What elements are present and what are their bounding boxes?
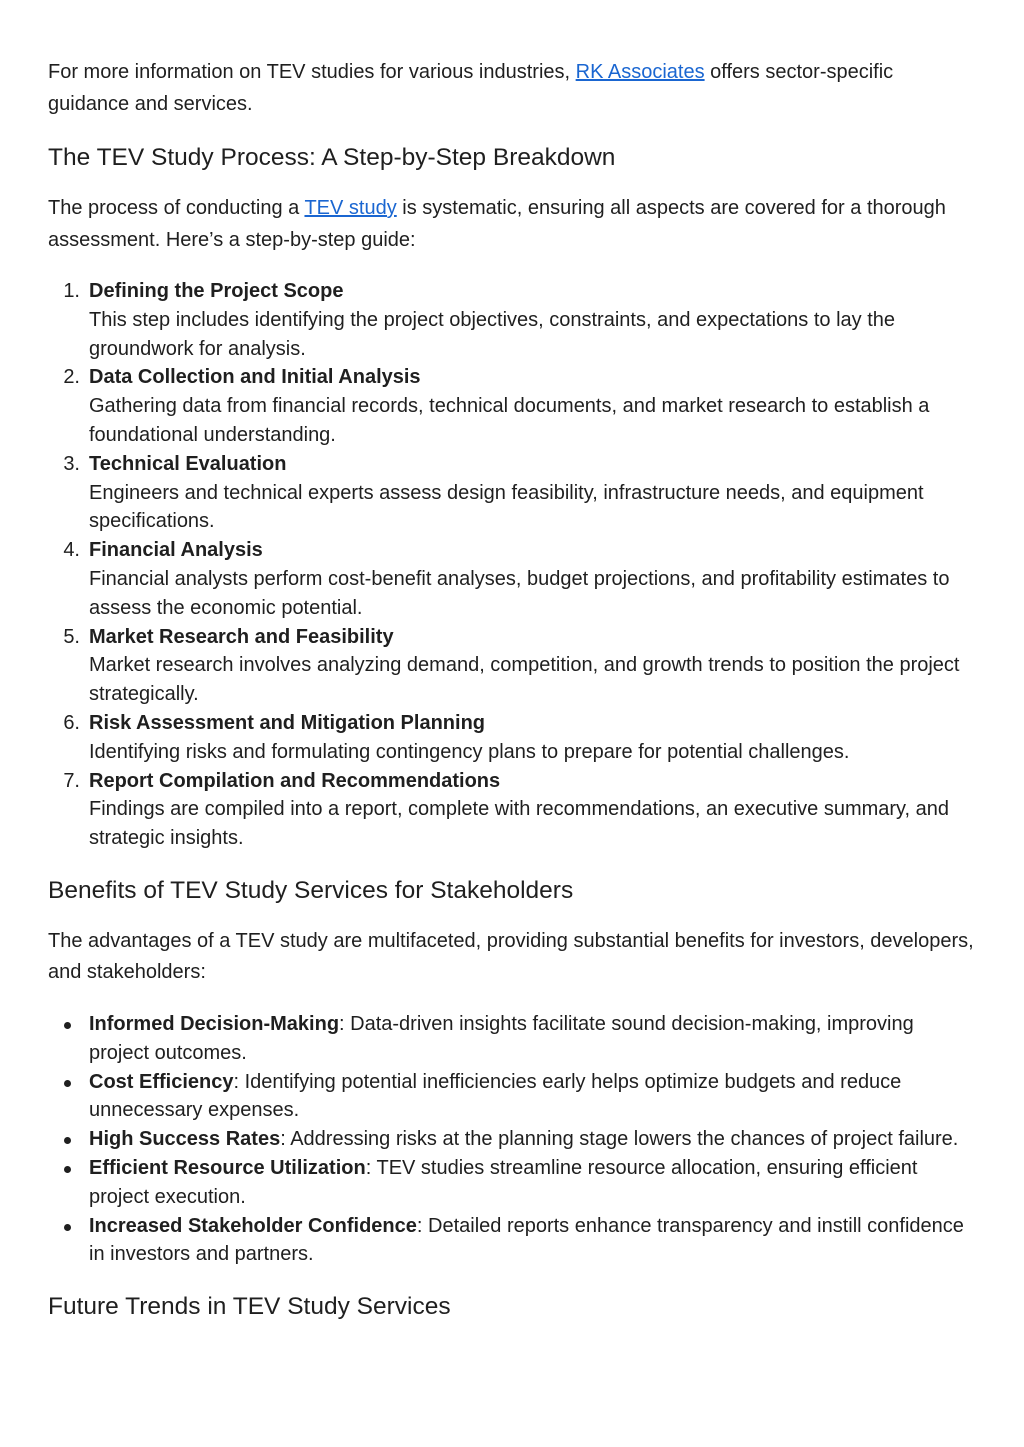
- step-title: Financial Analysis: [89, 539, 263, 562]
- benefit-title: Cost Efficiency: [89, 1070, 234, 1093]
- benefit-description: : Data-driven insights facilitate sound decision-making, improving project outcomes.: [89, 1012, 914, 1064]
- step-description: Financial analysts perform cost-benefit analyses, budget projections, and profitability estimates to assess the economic potential.: [89, 567, 950, 619]
- step-item: [48, 536, 976, 622]
- step-item: [48, 623, 976, 709]
- step-item: [48, 767, 976, 853]
- process-text-before: The process of conducting a: [48, 197, 305, 219]
- step-item: [48, 709, 976, 767]
- bullet-icon: [64, 1137, 71, 1144]
- step-title: Report Compilation and Recommendations: [89, 769, 501, 792]
- process-text-after: is systematic, ensuring all aspects are covered for a thorough assessment. Here’s a step-by-step guide:: [48, 197, 946, 251]
- benefit-title: Efficient Resource Utilization: [89, 1156, 366, 1179]
- bullet-icon: [64, 1022, 71, 1029]
- process-heading: The TEV Study Process: A Step-by-Step Breakdown: [48, 144, 616, 171]
- future-trends-heading: Future Trends in TEV Study Services: [48, 1293, 451, 1321]
- benefit-item: [48, 1068, 976, 1126]
- benefit-description: : TEV studies streamline resource allocation, ensuring efficient project execution.: [89, 1156, 918, 1208]
- step-number: 5.: [63, 625, 80, 648]
- benefit-description: : Detailed reports enhance transparency and instill confidence in investors and partners.: [89, 1214, 964, 1266]
- step-title: Defining the Project Scope: [89, 280, 344, 302]
- benefit-item: [48, 1212, 976, 1270]
- benefit-item: [48, 1010, 976, 1068]
- intro-text-after: offers sector-specific guidance and services.: [48, 61, 894, 115]
- benefit-item: [48, 1125, 976, 1154]
- step-number: 4.: [63, 539, 80, 562]
- step-title: Technical Evaluation: [89, 452, 287, 475]
- process-intro-paragraph: [48, 193, 976, 256]
- benefits-list: [48, 1010, 976, 1269]
- benefit-title: High Success Rates: [89, 1128, 281, 1151]
- intro-text-before: For more information on TEV studies for various industries,: [48, 61, 576, 83]
- bullet-icon: [64, 1080, 71, 1087]
- rk-associates-link[interactable]: RK Associates: [575, 61, 705, 83]
- step-number: 3.: [63, 452, 80, 475]
- benefits-intro-paragraph: The advantages of a TEV study are multifaceted, providing substantial benefits for investors, developers, and stakeholders:: [48, 929, 974, 984]
- step-title: Data Collection and Initial Analysis: [89, 366, 421, 389]
- benefit-title: Increased Stakeholder Confidence: [89, 1214, 417, 1237]
- bullet-icon: [64, 1166, 71, 1173]
- step-title: Risk Assessment and Mitigation Planning: [89, 711, 485, 734]
- step-number: 1.: [63, 280, 80, 302]
- tev-study-link[interactable]: TEV study: [304, 197, 397, 219]
- step-description: Findings are compiled into a report, complete with recommendations, an executive summary, and strategic insights.: [89, 798, 950, 850]
- step-description: Identifying risks and formulating contingency plans to prepare for potential challenges.: [89, 740, 850, 763]
- step-number: 7.: [63, 769, 80, 792]
- benefits-heading: Benefits of TEV Study Services for Stakeholders: [48, 876, 574, 904]
- bullet-icon: [64, 1224, 71, 1231]
- step-number: 6.: [63, 711, 80, 734]
- step-description: Market research involves analyzing demand, competition, and growth trends to position the project strategically.: [89, 654, 960, 706]
- benefit-title: Informed Decision-Making: [89, 1012, 340, 1035]
- step-number: 2.: [63, 366, 80, 389]
- step-description: This step includes identifying the project objectives, constraints, and expectations to lay the groundwork for analysis.: [89, 308, 896, 360]
- step-title: Market Research and Feasibility: [89, 625, 394, 648]
- process-steps-list: [48, 277, 976, 853]
- benefit-description: : Addressing risks at the planning stage lowers the chances of project failure.: [280, 1128, 959, 1151]
- benefit-item: [48, 1154, 976, 1212]
- step-item: [48, 450, 976, 536]
- step-item: [48, 363, 976, 449]
- step-item: [48, 277, 976, 363]
- intro-paragraph: [48, 57, 976, 120]
- step-description: Engineers and technical experts assess design feasibility, infrastructure needs, and equipment specifications.: [89, 481, 924, 533]
- benefit-description: : Identifying potential inefficiencies early helps optimize budgets and reduce unnecessary expenses.: [89, 1070, 902, 1122]
- step-description: Gathering data from financial records, technical documents, and market research to establish a foundational understanding.: [89, 395, 930, 446]
